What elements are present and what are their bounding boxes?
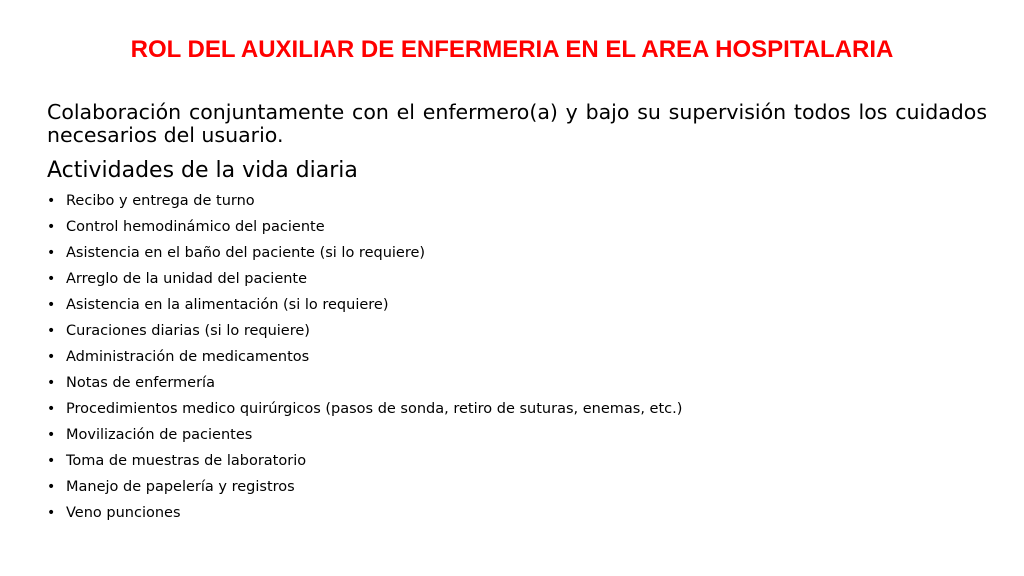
list-item-label: Curaciones diarias (si lo requiere) [66,323,310,339]
bullet-icon: • [47,453,56,469]
list-item-label: Notas de enfermería [66,375,215,391]
bullet-icon: • [47,375,56,391]
subheading: Actividades de la vida diaria [47,158,358,183]
list-item-label: Control hemodinámico del paciente [66,219,325,235]
list-item-label: Veno punciones [66,505,181,521]
bullet-icon: • [47,219,56,235]
list-item [47,396,682,422]
bullet-icon: • [47,297,56,313]
list-item [47,266,682,292]
list-item-label: Asistencia en el baño del paciente (si lo requiere) [66,245,426,261]
list-item-label: Recibo y entrega de turno [66,193,255,209]
list-item [47,188,682,214]
bullet-icon: • [47,401,56,417]
list-item-label: Manejo de papelería y registros [66,479,295,495]
bullet-icon: • [47,245,56,261]
list-item [47,344,682,370]
list-item [47,500,682,526]
list-item [47,240,682,266]
list-item-label: Asistencia en la alimentación (si lo requiere) [66,297,389,313]
list-item-label: Procedimientos medico quirúrgicos (pasos de sonda, retiro de suturas, enemas, etc.) [66,401,683,417]
list-item [47,474,682,500]
list-item [47,448,682,474]
bullet-icon: • [47,271,56,287]
bullet-icon: • [47,323,56,339]
bullet-icon: • [47,193,56,209]
list-item-label: Administración de medicamentos [66,349,310,365]
bullet-icon: • [47,349,56,365]
intro-paragraph: Colaboración conjuntamente con el enfermero(a) y bajo su supervisión todos los cuidados necesarios del usuario. [47,100,987,147]
list-item-label: Arreglo de la unidad del paciente [66,271,308,287]
list-item-label: Toma de muestras de laboratorio [66,453,307,469]
bullet-icon: • [47,427,56,443]
bullet-icon: • [47,505,56,521]
list-item-label: Movilización de pacientes [66,427,253,443]
activity-list [47,188,682,526]
bullet-icon: • [47,479,56,495]
list-item [47,292,682,318]
list-item [47,214,682,240]
list-item [47,422,682,448]
list-item [47,370,682,396]
slide-title: ROL DEL AUXILIAR DE ENFERMERIA EN EL AREA HOSPITALARIA [130,36,894,63]
list-item [47,318,682,344]
